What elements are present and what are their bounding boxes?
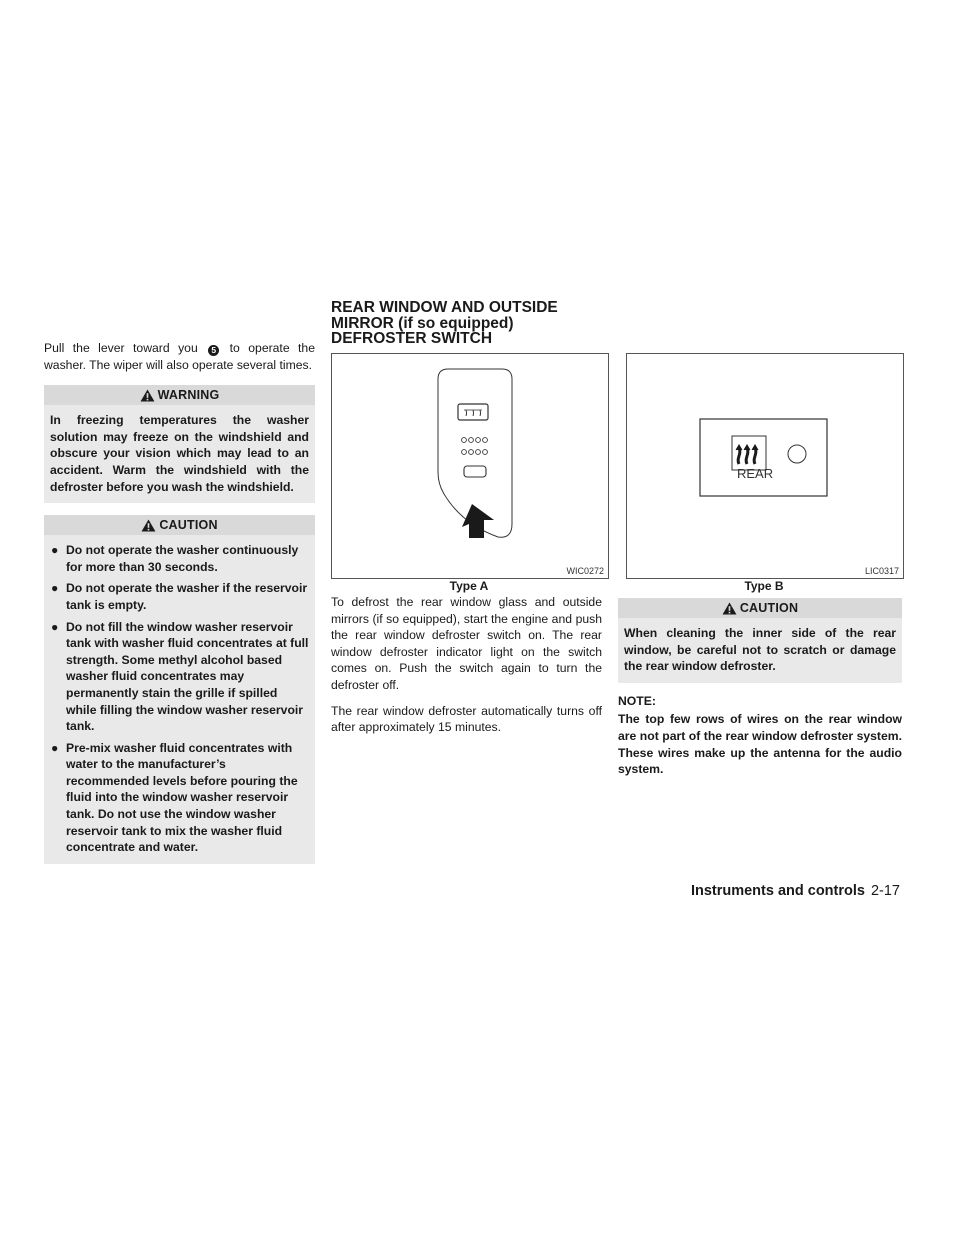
figure-code: LIC0317 <box>864 566 899 576</box>
list-item: ● Do not operate the washer if the reservoir tank is empty. <box>51 581 308 612</box>
figure-caption-a: Type A <box>449 579 489 593</box>
caution-box-washer <box>44 515 315 864</box>
column-left <box>44 340 315 864</box>
list-item: ● Do not fill the window washer reservoir tank with washer fluid concentrates at full strength. Some methyl alcohol based washer fluid concentrates may permanently stain the grille if spilled while filling the window washer reservoir tank. <box>51 619 309 734</box>
caution-header <box>618 598 902 618</box>
washer-intro: Pull the lever toward you 5 to operate the washer. The wiper will also operate several times. <box>44 341 315 372</box>
caution-list <box>50 542 309 856</box>
page-footer <box>691 883 900 899</box>
column-right <box>618 586 902 787</box>
caution-header <box>44 515 315 535</box>
figure-type-a <box>331 353 609 579</box>
figure-type-b <box>626 353 904 579</box>
footer-section: Instruments and controls <box>690 883 865 899</box>
warning-title: WARNING <box>157 387 220 402</box>
caution-body <box>44 535 315 864</box>
figure-code: WIC0272 <box>566 566 604 576</box>
column-middle <box>331 594 602 745</box>
note-text: The top few rows of wires on the rear window are not part of the rear window defroster system. These wires make up the antenna for the audio system. <box>618 712 902 777</box>
callout-5-marker: 5 <box>208 345 219 356</box>
warning-box <box>44 385 315 503</box>
page-number: 2-17 <box>870 883 900 899</box>
warning-triangle-icon <box>140 389 155 402</box>
caution-text: When cleaning the inner side of the rear window, be careful not to scratch or damage the rear window defroster. <box>618 618 902 683</box>
caution-triangle-icon <box>722 602 737 615</box>
rear-button-label: REAR <box>737 466 774 481</box>
warning-header <box>44 385 315 405</box>
defrost-instructions: To defrost the rear window glass and outside mirrors (if so equipped), start the engine and push the rear window defroster switch on. The rear window defroster indicator light on the switch comes on. Push the switch again to turn the defroster off. <box>331 595 602 692</box>
warning-text: In freezing temperatures the washer solution may freeze on the windshield and obscure your vision which may lead to an accident. Warm the windshield with the defroster before you wash the windshield. <box>44 405 315 503</box>
caution-box-defroster <box>618 598 902 683</box>
caution-title: CAUTION <box>159 517 218 532</box>
caution-triangle-icon <box>141 519 156 532</box>
caution-title: CAUTION <box>739 600 799 615</box>
section-title: REAR WINDOW AND OUTSIDE MIRROR (if so equipped) DEFROSTER SWITCH <box>331 299 558 347</box>
list-item: ● Do not operate the washer continuously for more than 30 seconds. <box>51 543 299 574</box>
defroster-switch-type-a-illustration <box>332 354 608 578</box>
note-label: NOTE: <box>618 693 656 708</box>
defrost-auto-off: The rear window defroster automatically turns off after approximately 15 minutes. <box>331 703 602 735</box>
list-item: ● Pre-mix washer fluid concentrates with water to the manufacturer’s recommended levels before pouring the fluid into the window washer reservoir tank. Do not use the window washer reservoir tank to mix the washer fluid concentrate and water. <box>51 740 298 855</box>
defroster-switch-type-b-illustration <box>627 354 903 578</box>
figure-caption-b: Type B <box>744 579 784 593</box>
